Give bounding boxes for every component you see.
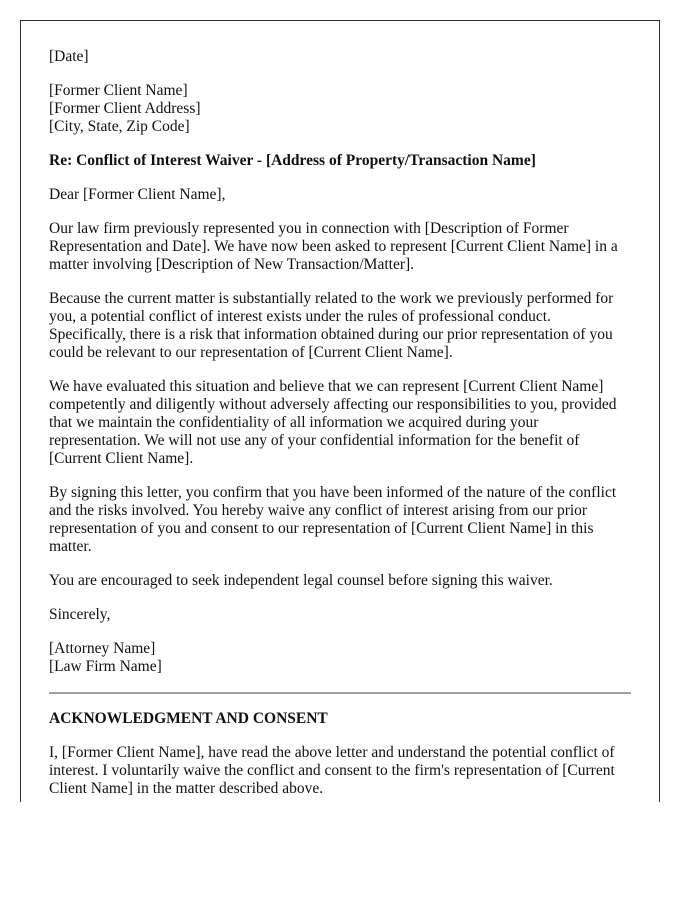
recipient-city-state-zip: [City, State, Zip Code] xyxy=(49,118,190,135)
acknowledgment-title: ACKNOWLEDGMENT AND CONSENT xyxy=(49,710,328,727)
salutation: Dear [Former Client Name], xyxy=(49,186,226,203)
section-divider xyxy=(49,692,631,694)
recipient-name: [Former Client Name] xyxy=(49,82,188,99)
paragraph-independent-counsel: You are encouraged to seek independent legal counsel before signing this waiver. xyxy=(49,572,553,589)
recipient-block xyxy=(49,82,631,136)
closing: Sincerely, xyxy=(49,606,111,623)
attorney-name: [Attorney Name] xyxy=(49,640,156,657)
paragraph-confirmation: By signing this letter, you confirm that you have been informed of the nature of the conflict and the risks involved. You hereby waive any conflict of interest arising from our prior representation of you and consent to our representation of [Current Client Name] in this matter. xyxy=(49,484,617,555)
letter-page xyxy=(20,20,660,802)
paragraph-evaluation: We have evaluated this situation and believe that we can represent [Current Client Name] competently and diligently without adversely affecting our responsibilities to you, provided that we maintain the confidentiality of all information we acquired during your representation. We will not use any of your confidential information for the benefit of [Current Client Name]. xyxy=(49,378,617,467)
law-firm-name: [Law Firm Name] xyxy=(49,658,162,675)
subject-line: Re: Conflict of Interest Waiver - [Address of Property/Transaction Name] xyxy=(49,152,536,169)
paragraph-former-representation: Our law firm previously represented you in connection with [Description of Former Representation and Date]. We have now been asked to represent [Current Client Name] in a matter involving [Description of New Transaction/Matter]. xyxy=(49,220,618,273)
recipient-address: [Former Client Address] xyxy=(49,100,201,117)
signature-block xyxy=(49,640,631,676)
letter-date: [Date] xyxy=(49,48,89,65)
paragraph-conflict-description: Because the current matter is substantially related to the work we previously performed for you, a potential conflict of interest exists under the rules of professional conduct. Specifically, there is a risk that information obtained during our prior representation of you could be relevant to our representation of [Current Client Name]. xyxy=(49,290,614,361)
acknowledgment-text: I, [Former Client Name], have read the above letter and understand the potential conflict of interest. I voluntarily waive the conflict and consent to the firm's representation of [Current Client Name] in the matter described above. xyxy=(49,744,615,797)
